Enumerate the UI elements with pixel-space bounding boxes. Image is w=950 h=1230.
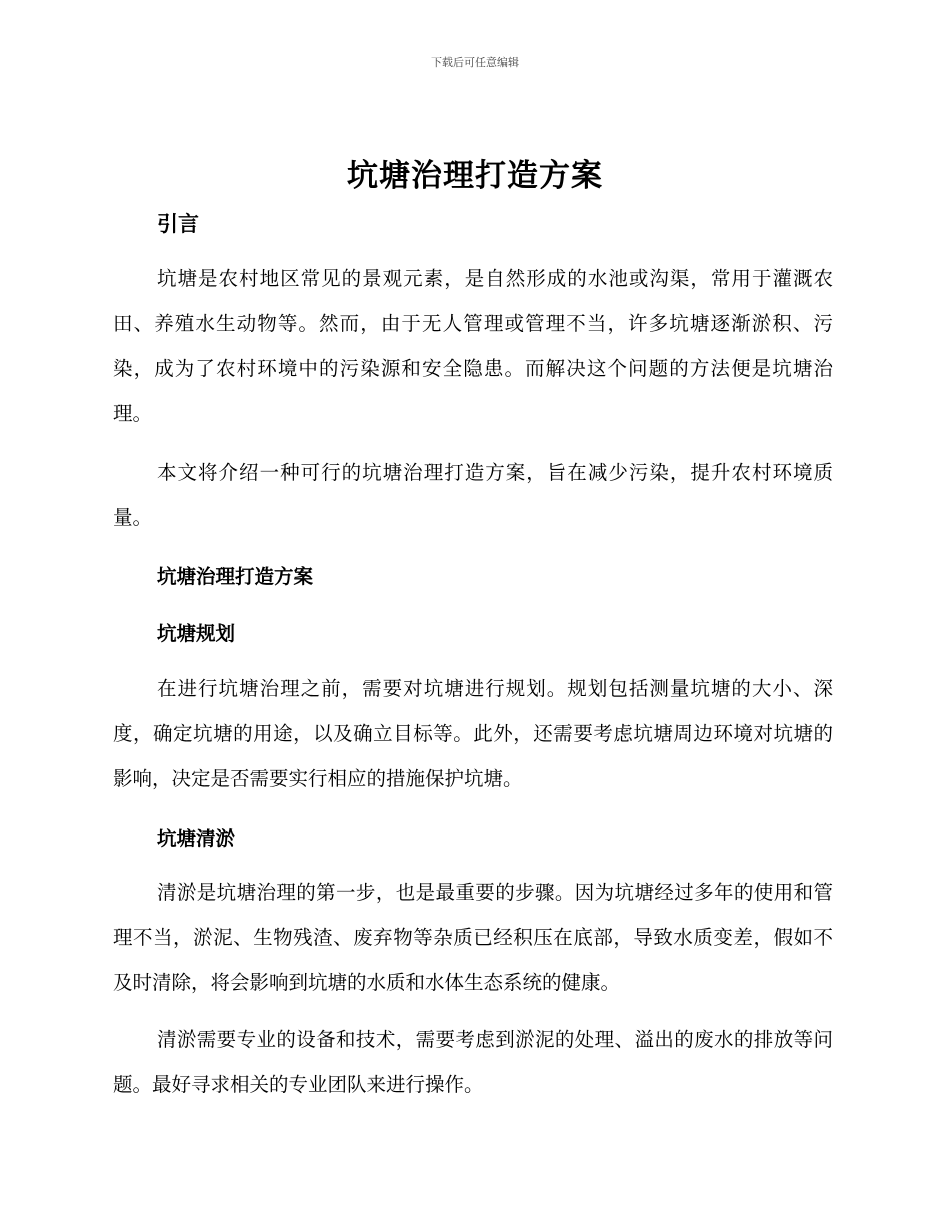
planning-heading: 坑塘规划 [157,622,236,645]
dredging-heading: 坑塘清淤 [157,827,236,850]
plan-heading: 坑塘治理打造方案 [157,565,314,588]
intro-paragraph-1: 坑塘是农村地区常见的景观元素，是自然形成的水池或沟渠，常用于灌溉农田、养殖水生动物等。然而，由于无人管理或管理不当，许多坑塘逐渐淤积、污染，成为了农村环境中的污染源和安全隐患。而解决这个问题的方法便是坑塘治理。 [113,267,833,425]
page-header-note: 下载后可任意编辑 [431,56,519,69]
intro-heading: 引言 [157,212,199,236]
intro-paragraph-2: 本文将介绍一种可行的坑塘治理打造方案，旨在减少污染，提升农村环境质量。 [113,461,833,529]
planning-paragraph: 在进行坑塘治理之前，需要对坑塘进行规划。规划包括测量坑塘的大小、深度，确定坑塘的用途，以及确立目标等。此外，还需要考虑坑塘周边环境对坑塘的影响，决定是否需要实行相应的措施保护坑塘。 [113,677,833,790]
dredging-paragraph-2: 清淤需要专业的设备和技术，需要考虑到淤泥的处理、溢出的废水的排放等问题。最好寻求相关的专业团队来进行操作。 [113,1028,833,1096]
document-title: 坑塘治理打造方案 [347,158,603,194]
dredging-paragraph-1: 清淤是坑塘治理的第一步，也是最重要的步骤。因为坑塘经过多年的使用和管理不当，淤泥、生物残渣、废弃物等杂质已经积压在底部，导致水质变差，假如不及时清除，将会影响到坑塘的水质和水体生态系统的健康。 [113,881,833,994]
